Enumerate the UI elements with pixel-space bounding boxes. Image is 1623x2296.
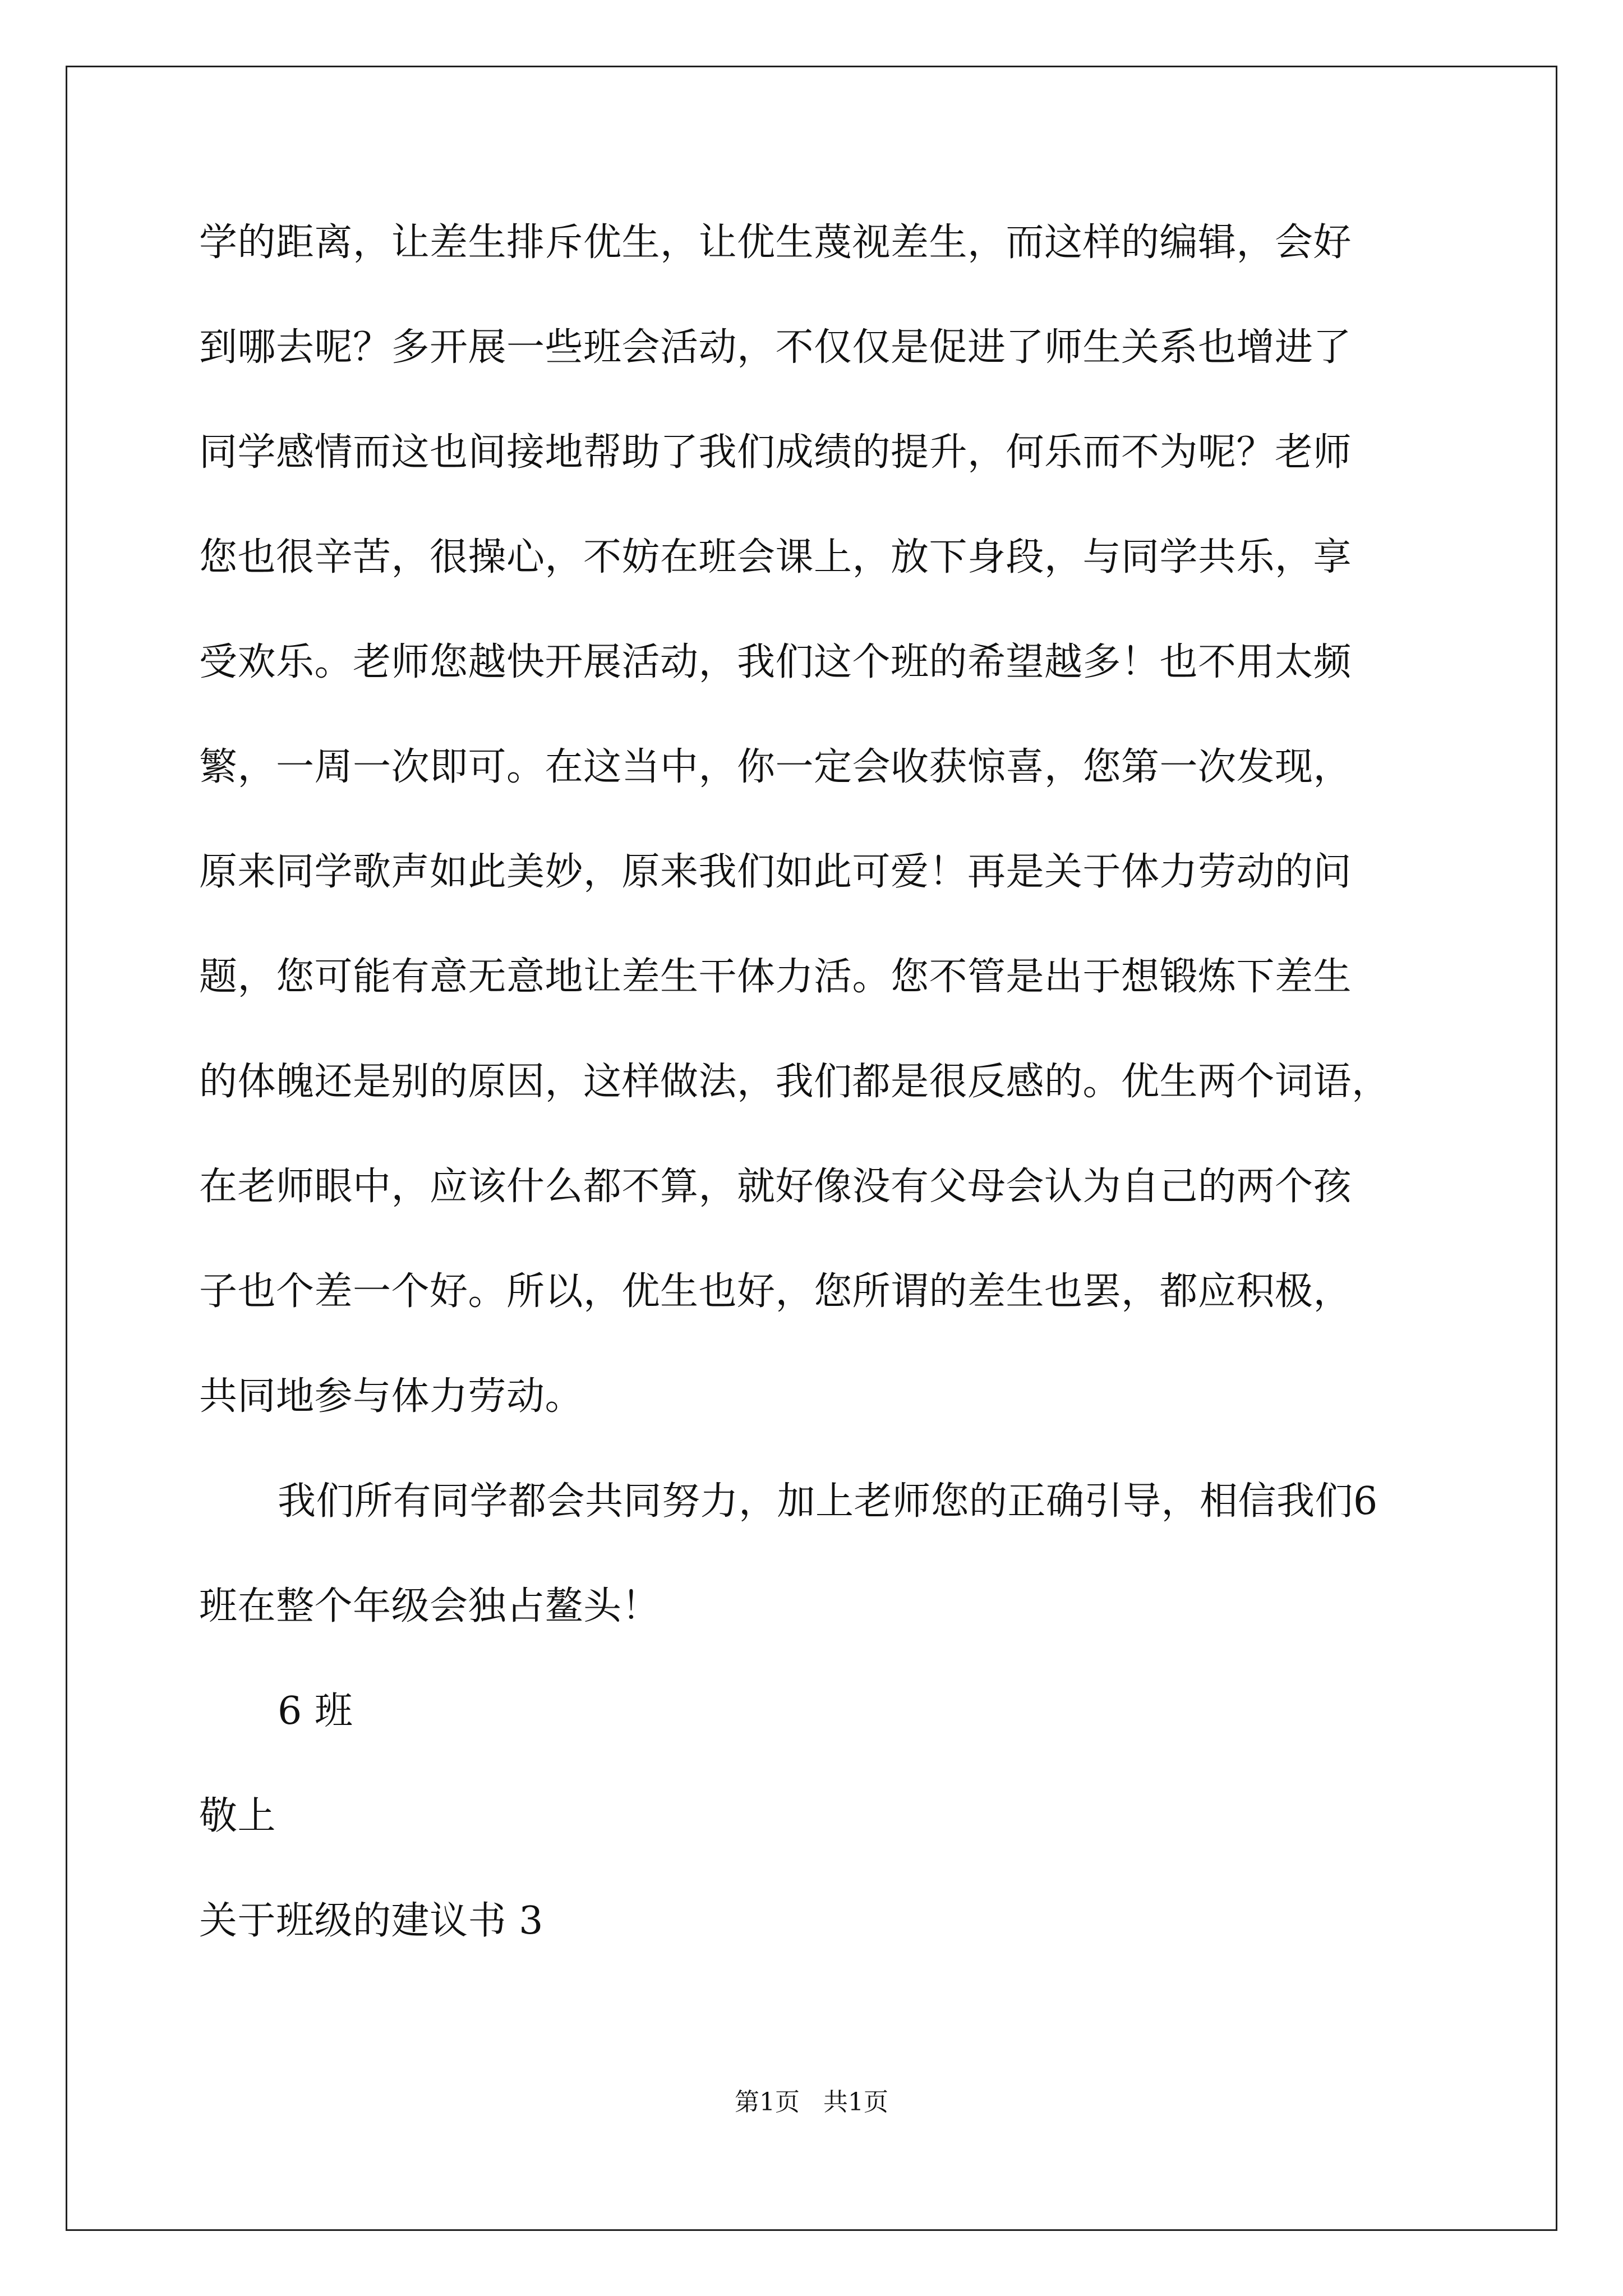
- text-line: 班在整个年级会独占鳌头！: [199, 1584, 661, 1628]
- section-title: 关于班级的建议书 3: [199, 1899, 543, 1943]
- paragraph-first-line: 我们所有同学都会共同努力，加上老师您的正确引导，相信我们6: [278, 1479, 1378, 1524]
- text-line: 受欢乐。老师您越快开展活动，我们这个班的希望越多！也不用太频: [199, 640, 1352, 684]
- text-line: 您也很辛苦，很操心，不妨在班会课上，放下身段，与同学共乐，享: [199, 535, 1352, 579]
- text-line: 的体魄还是别的原因，这样做法，我们都是很反感的。优生两个词语，: [199, 1060, 1390, 1104]
- text-line: 学的距离，让差生排斥优生，让优生蔑视差生，而这样的编辑，会好: [199, 220, 1352, 265]
- text-line: 繁，一周一次即可。在这当中，你一定会收获惊喜，您第一次发现，: [199, 745, 1352, 789]
- text-line: 原来同学歌声如此美妙，原来我们如此可爱！再是关于体力劳动的问: [199, 850, 1352, 894]
- text-line: 在老师眼中，应该什么都不算，就好像没有父母会认为自己的两个孩: [199, 1165, 1352, 1209]
- closing-salutation: 敬上: [199, 1794, 276, 1838]
- signature-class: 6 班: [278, 1689, 353, 1733]
- text-line: 共同地参与体力劳动。: [199, 1374, 584, 1419]
- text-line: 到哪去呢？多开展一些班会活动，不仅仅是促进了师生关系也增进了: [199, 325, 1352, 370]
- text-line: 同学感情而这也间接地帮助了我们成绩的提升，何乐而不为呢？老师: [199, 430, 1352, 475]
- text-line: 子也个差一个好。所以，优生也好，您所谓的差生也罢，都应积极，: [199, 1269, 1352, 1314]
- page-footer: 第1页 共1页: [735, 2088, 888, 2116]
- text-line: 题，您可能有意无意地让差生干体力活。您不管是出于想锻炼下差生: [199, 955, 1352, 999]
